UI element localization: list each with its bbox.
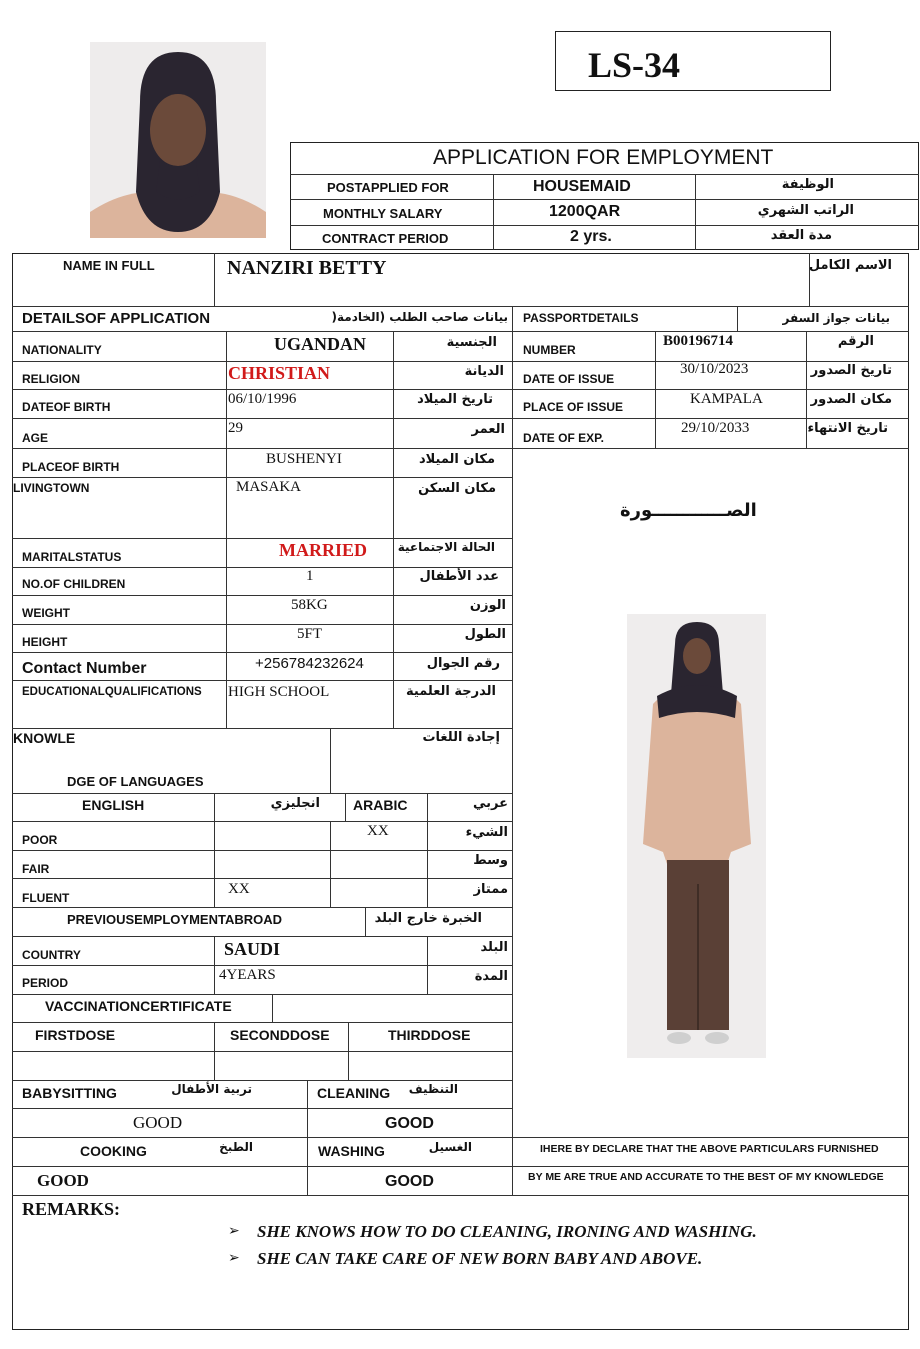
issue-date-ar: تاريخ الصدور: [810, 363, 892, 378]
remark-bullet-2: ➢: [228, 1250, 240, 1266]
fair-ar: وسط: [473, 853, 508, 868]
issue-date-label: DATE OF ISSUE: [523, 372, 615, 386]
full-body-photo: [627, 614, 766, 1058]
cleaning-label: CLEANING: [317, 1085, 391, 1101]
poor-label: POOR: [22, 833, 58, 847]
religion-label: RELIGION: [22, 372, 81, 386]
height-ar: الطول: [464, 627, 506, 642]
pob-value: BUSHENYI: [266, 451, 342, 467]
education-value: HIGH SCHOOL: [228, 684, 330, 700]
issue-place-label: PLACE OF ISSUE: [523, 400, 624, 414]
cleaning-ar: التنظيف: [408, 1082, 458, 1096]
contract-value: 2 yrs.: [570, 228, 612, 245]
country-label: COUNTRY: [22, 948, 81, 962]
fair-label: FAIR: [22, 862, 50, 876]
pob-label: PLACEOF BIRTH: [22, 460, 120, 474]
photo-caption-ar: الصــــــــــــورة: [620, 500, 757, 521]
age-ar: العمر: [471, 422, 505, 437]
remark-bullet-1: ➢: [228, 1223, 240, 1239]
salary-ar: الراتب الشهري: [757, 203, 854, 218]
babysitting-label: BABYSITTING: [22, 1085, 117, 1101]
issue-date-value: 30/10/2023: [680, 361, 749, 377]
nationality-label: NATIONALITY: [22, 343, 102, 357]
english-fluent-mark: XX: [228, 881, 250, 897]
passport-title: PASSPORTDETAILS: [523, 311, 639, 325]
poor-ar: الشيء: [465, 825, 508, 840]
arabic-ar: عربي: [472, 796, 508, 811]
english-label: ENGLISH: [82, 797, 145, 813]
education-label: EDUCATIONALQUALIFICATIONS: [22, 686, 202, 698]
english-ar: انجليزي: [270, 796, 320, 811]
application-title: DETAILSOF APPLICATION: [22, 310, 211, 327]
previous-employment-ar: الخبرة خارج البلد: [374, 911, 482, 926]
country-value: SAUDI: [224, 939, 281, 959]
religion-ar: الديانة: [464, 364, 504, 379]
marital-label: MARITALSTATUS: [22, 550, 122, 564]
expiry-ar: تاريخ الانتهاء: [807, 421, 888, 436]
post-value: HOUSEMAID: [533, 178, 631, 195]
nationality-value: UGANDAN: [274, 334, 366, 354]
living-ar: مكان السكن: [418, 481, 496, 496]
expiry-label: DATE OF EXP.: [523, 431, 604, 445]
education-ar: الدرجة العلمية: [406, 684, 496, 699]
declaration-line-1: IHERE BY DECLARE THAT THE ABOVE PARTICULARS FURNISHED: [540, 1143, 879, 1155]
contract-label: CONTRACT PERIOD: [322, 231, 449, 246]
washing-value: GOOD: [385, 1173, 434, 1190]
remarks-title: REMARKS:: [22, 1199, 120, 1219]
country-ar: البلد: [480, 940, 508, 955]
period-ar: المدة: [474, 969, 508, 984]
weight-value: 58KG: [291, 597, 328, 613]
age-value: 29: [228, 420, 243, 436]
languages-label-a: KNOWLE: [13, 730, 76, 746]
contact-label: Contact Number: [22, 660, 147, 677]
cooking-label: COOKING: [80, 1143, 147, 1159]
pob-ar: مكان الميلاد: [418, 452, 495, 467]
expiry-value: 29/10/2033: [681, 420, 750, 436]
children-label: NO.OF CHILDREN: [22, 577, 126, 591]
second-dose-label: SECONDDOSE: [230, 1027, 330, 1043]
languages-ar: إجادة اللغات: [422, 730, 500, 745]
cooking-ar: الطبخ: [219, 1140, 253, 1154]
post-ar: الوظيفة: [781, 177, 834, 192]
children-ar: عدد الأطفال: [419, 569, 499, 584]
marital-value: MARRIED: [279, 540, 367, 560]
application-title-ar: بيانات صاحب الطلب (الخادمة(: [331, 310, 508, 324]
contact-value: +256784232624: [255, 655, 364, 672]
children-value: 1: [306, 568, 314, 584]
remark-item-2: SHE CAN TAKE CARE OF NEW BORN BABY AND ABOVE.: [257, 1249, 703, 1268]
reference-code: LS-34: [588, 45, 681, 85]
babysitting-ar: تربية الأطفال: [171, 1082, 252, 1096]
nationality-ar: الجنسية: [446, 335, 497, 350]
height-value: 5FT: [297, 626, 323, 642]
portrait-photo: [90, 42, 266, 238]
height-label: HEIGHT: [22, 635, 68, 649]
issue-place-value: KAMPALA: [690, 391, 763, 407]
previous-employment-title: PREVIOUSEMPLOYMENTABROAD: [67, 912, 282, 927]
name-label: NAME IN FULL: [63, 258, 155, 273]
name-value: NANZIRI BETTY: [227, 257, 387, 279]
passport-number-ar: الرقم: [837, 334, 874, 349]
living-label: LIVINGTOWN: [13, 481, 90, 495]
post-label: POSTAPPLIED FOR: [327, 180, 449, 195]
name-ar: الاسم الكامل: [808, 258, 892, 273]
issue-place-ar: مكان الصدور: [810, 392, 892, 407]
weight-ar: الوزن: [469, 598, 506, 613]
arabic-label: ARABIC: [353, 797, 408, 813]
fluent-ar: ممتاز: [473, 882, 508, 897]
languages-label-b: DGE OF LANGUAGES: [67, 774, 204, 789]
main-form: [12, 253, 909, 1330]
dob-ar: تاريخ الميلاد: [417, 392, 493, 407]
passport-title-ar: بيانات جواز السفر: [782, 311, 890, 325]
dob-label: DATEOF BIRTH: [22, 400, 111, 414]
salary-label: MONTHLY SALARY: [323, 206, 443, 221]
religion-value: CHRISTIAN: [228, 363, 331, 383]
period-label: PERIOD: [22, 976, 69, 990]
form-title: APPLICATION FOR EMPLOYMENT: [433, 146, 774, 169]
age-label: AGE: [22, 431, 49, 445]
living-value: MASAKA: [236, 479, 302, 495]
salary-value: 1200QAR: [549, 203, 621, 220]
washing-ar: الغسيل: [428, 1140, 472, 1154]
passport-number-label: NUMBER: [523, 343, 576, 357]
dob-value: 06/10/1996: [228, 391, 297, 407]
period-value: 4YEARS: [219, 967, 276, 983]
first-dose-label: FIRSTDOSE: [35, 1027, 116, 1043]
babysitting-value: GOOD: [133, 1113, 183, 1132]
vaccination-title: VACCINATIONCERTIFICATE: [45, 998, 232, 1014]
remark-item-1: SHE KNOWS HOW TO DO CLEANING, IRONING AND WASHING.: [257, 1222, 757, 1241]
weight-label: WEIGHT: [22, 606, 70, 620]
cooking-value: GOOD: [37, 1171, 89, 1190]
third-dose-label: THIRDDOSE: [388, 1027, 471, 1043]
marital-ar: الحالة الاجتماعية: [397, 540, 495, 554]
contract-ar: مدة العقد: [770, 228, 832, 243]
contact-ar: رقم الجوال: [426, 656, 500, 671]
cleaning-value: GOOD: [385, 1115, 434, 1132]
fluent-label: FLUENT: [22, 891, 70, 905]
washing-label: WASHING: [318, 1143, 385, 1159]
declaration-line-2: BY ME ARE TRUE AND ACCURATE TO THE BEST OF MY KNOWLEDGE: [528, 1171, 884, 1183]
passport-number-value: B00196714: [663, 333, 734, 349]
arabic-poor-mark: XX: [367, 823, 389, 839]
